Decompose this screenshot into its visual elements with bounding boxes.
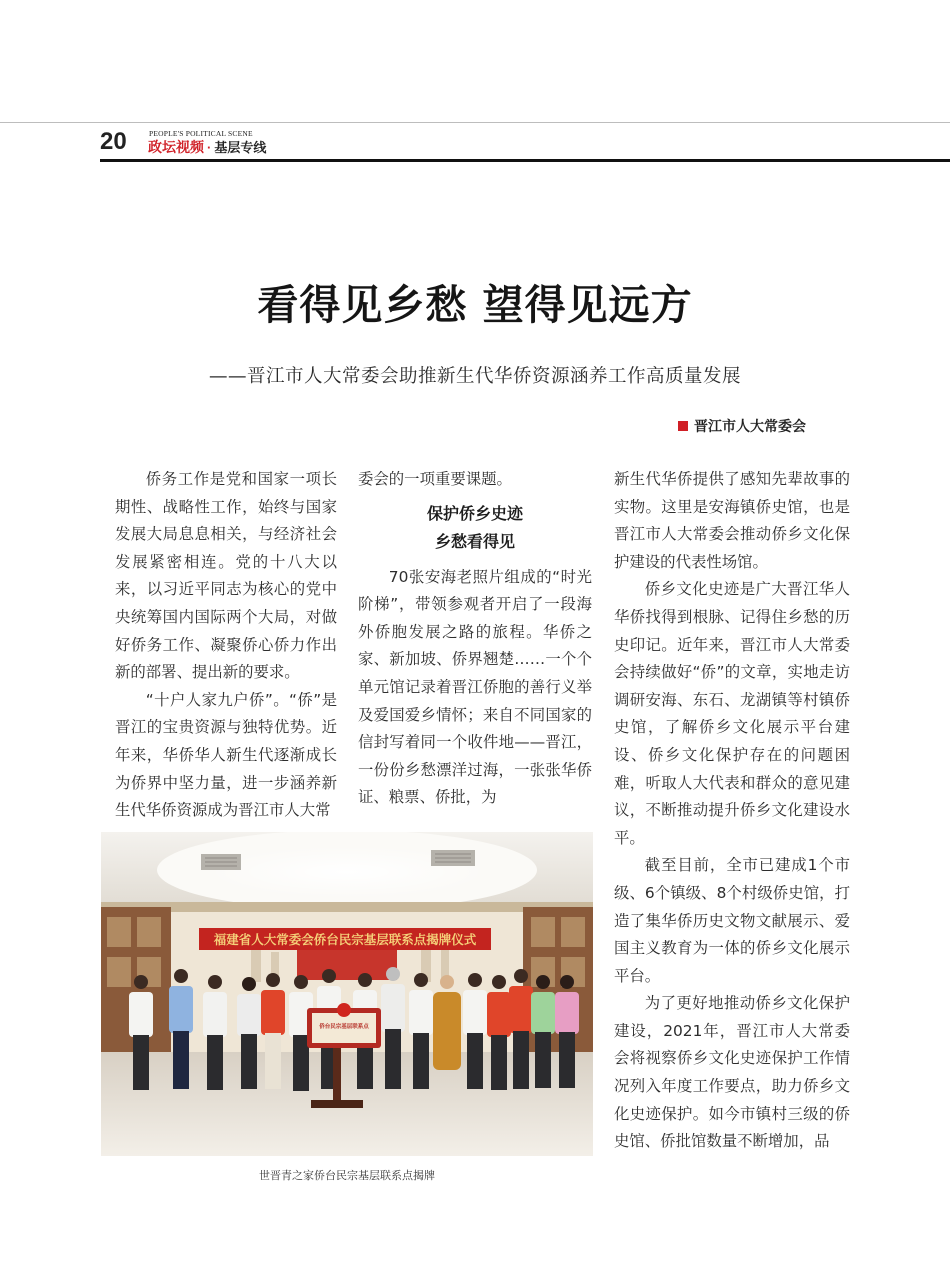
masthead-english: PEOPLE'S POLITICAL SCENE (149, 129, 253, 138)
article-title: 看得见乡愁 望得见远方 (257, 281, 693, 329)
section-heading-line-1: 保护侨乡史迹 (426, 503, 523, 523)
group-photo-illustration (101, 832, 593, 1156)
author-name: 晋江市人大常委会 (694, 418, 806, 434)
article-subtitle: ——晋江市人大常委会助推新生代华侨资源涵养工作高质量发展 (208, 366, 741, 387)
author-byline (678, 416, 806, 436)
masthead-brand: 政坛视频 (148, 139, 204, 155)
paragraph: “十户人家九户侨”。“侨”是晋江的宝贵资源与独特优势。近年来，华侨华人新生代逐渐成长为侨界中坚力量，进一步涵养新生代华侨资源成为晋江市人大常 (115, 690, 337, 820)
top-rule (0, 122, 950, 123)
section-heading (358, 500, 592, 556)
text-column-3 (614, 466, 850, 1156)
page-header (100, 128, 950, 162)
paragraph: 侨乡文化史迹是广大晋江华人华侨找得到根脉、记得住乡愁的历史印记。近年来，晋江市人大常委会持续做好“侨”的文章，实地走访调研安海、东石、龙湖镇等村镇侨史馆，了解侨乡文化展示平台建设、侨乡文化保护存在的问题困难，听取人大代表和群众的意见建议，不断推动提升侨乡文化建设水平。 (614, 580, 850, 847)
paragraph-continued: 委会的一项重要课题。 (358, 470, 512, 488)
group-photo (101, 832, 593, 1156)
masthead-section: 基层专线 (214, 140, 267, 155)
page-number: 20 (100, 128, 127, 155)
masthead-separator: · (207, 140, 212, 155)
paragraph: 截至目前，全市已建成1个市级、6个镇级、8个村级侨史馆，打造了集华侨历史文物文献展示、爱国主义教育为一体的侨乡文化展示平台。 (614, 856, 850, 985)
paragraph: 70张安海老照片组成的“时光阶梯”，带领参观者开启了一段海外侨胞发展之路的旅程。华侨之家、新加坡、侨界翘楚……一个个单元馆记录着晋江侨胞的善行义举及爱国爱乡情怀；来自不同国家的信封写着同一个收件地——晋江，一份份乡愁漂洋过海，一张张华侨证、粮票、侨批，为 (358, 567, 592, 807)
paragraph: 为了更好地推动侨乡文化保护建设，2021年，晋江市人大常委会将视察侨乡文化史迹保护工作情况列入年度工作要点，助力侨乡文化史迹保护。如今市镇村三级的侨史馆、侨批馆数量不断增加，品 (614, 994, 850, 1151)
text-column-1 (115, 466, 337, 825)
text-column-2 (358, 466, 592, 812)
header-rule (100, 159, 950, 162)
photo-caption: 世晋青之家侨台民宗基层联系点揭牌 (259, 1170, 435, 1182)
paragraph: 侨务工作是党和国家一项长期性、战略性工作，始终与国家发展大局息息相关，与经济社会发展紧密相连。党的十八大以来，以习近平同志为核心的党中央统筹国内国际两个大局，对做好侨务工作、凝聚侨心侨力作出新的部署、提出新的要求。 (115, 470, 337, 682)
section-heading-line-2: 乡愁看得见 (434, 531, 515, 551)
banner-text: 福建省人大常委会侨台民宗基层联系点揭牌仪式 (213, 932, 477, 947)
square-bullet-icon (678, 421, 688, 431)
paragraph-continued: 新生代华侨提供了感知先辈故事的实物。这里是安海镇侨史馆，也是晋江市人大常委会推动侨乡文化保护建设的代表性场馆。 (614, 470, 850, 571)
plaque-text: 侨台民宗基层联系点 (319, 1024, 369, 1030)
masthead (148, 139, 266, 156)
